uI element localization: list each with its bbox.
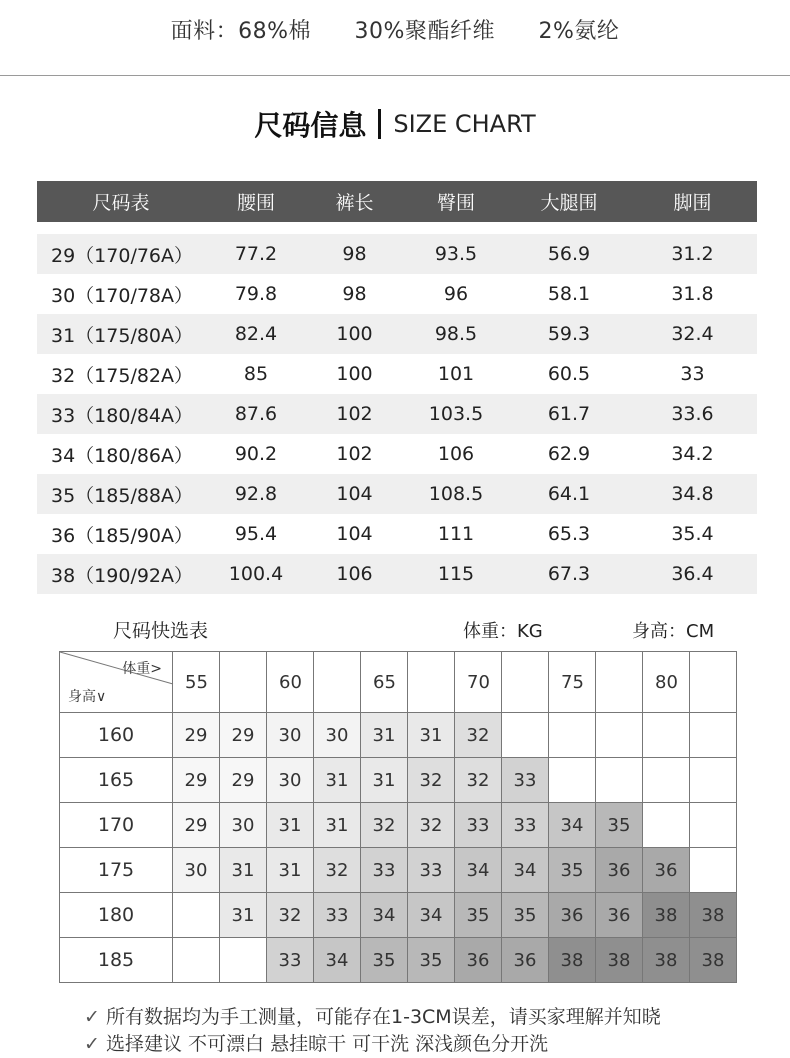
size-cell: 34 <box>314 938 361 983</box>
size-cell: 36 <box>643 848 690 893</box>
size-cell: 30 <box>267 758 314 803</box>
measurement-cell: 64.1 <box>510 474 628 514</box>
size-cell: 33 <box>502 758 549 803</box>
size-cell <box>549 758 596 803</box>
size-cell: 31 <box>361 713 408 758</box>
size-chart-header-cell: 裤长 <box>307 181 402 222</box>
height-cell: 165 <box>60 758 173 803</box>
weight-header-cell: 80 <box>643 652 690 713</box>
measurement-cell: 34.2 <box>671 443 714 465</box>
size-label-cell: 30（170/78A） <box>51 284 194 307</box>
size-cell: 32 <box>455 713 502 758</box>
weight-header-cell <box>408 652 455 713</box>
size-chart-row <box>37 514 757 554</box>
size-cell: 38 <box>643 938 690 983</box>
measurement-cell: 33.6 <box>628 394 757 434</box>
size-cell: 32 <box>408 803 455 848</box>
divider <box>0 75 790 76</box>
size-cell: 34 <box>502 848 549 893</box>
measurement-cell: 106 <box>437 443 475 465</box>
height-row <box>60 848 737 893</box>
size-cell: 36 <box>502 938 549 983</box>
weight-header-cell <box>596 652 643 713</box>
measurement-cell: 65.3 <box>547 523 591 545</box>
size-chart-header-cell: 脚围 <box>628 181 757 222</box>
size-cell: 33 <box>314 893 361 938</box>
size-cell: 30 <box>173 848 220 893</box>
size-cell: 38 <box>596 938 643 983</box>
size-cell: 35 <box>408 938 455 983</box>
size-cell: 33 <box>502 803 549 848</box>
weight-header-cell: 70 <box>455 652 502 713</box>
measurement-cell: 77.2 <box>205 234 307 274</box>
size-cell <box>596 758 643 803</box>
size-cell: 29 <box>220 713 267 758</box>
size-cell: 34 <box>549 803 596 848</box>
size-cell <box>690 803 737 848</box>
measurement-cell: 104 <box>307 474 402 514</box>
measurement-cell: 96 <box>443 283 469 305</box>
size-chart-row <box>37 354 757 394</box>
measurement-cell: 56.9 <box>510 234 628 274</box>
measurement-cell: 61.7 <box>510 394 628 434</box>
size-cell: 36 <box>455 938 502 983</box>
size-cell: 35 <box>549 848 596 893</box>
heading-divider-bar <box>378 109 381 139</box>
measurement-cell: 79.8 <box>234 283 278 305</box>
size-cell: 31 <box>314 758 361 803</box>
size-label-cell: 38（190/92A） <box>37 554 205 594</box>
size-label-cell: 32（175/82A） <box>51 364 194 387</box>
measurement-cell: 108.5 <box>402 474 510 514</box>
measurement-cell: 102 <box>336 443 373 465</box>
size-cell: 31 <box>220 893 267 938</box>
measurement-cell: 60.5 <box>547 363 591 385</box>
size-cell: 31 <box>361 758 408 803</box>
check-icon: ✓ <box>84 1006 100 1028</box>
size-chart-row <box>37 314 757 354</box>
size-chart-row <box>37 554 757 594</box>
size-cell: 36 <box>596 848 643 893</box>
size-cell <box>502 713 549 758</box>
fabric-cotton: 面料：68%棉 <box>170 19 312 44</box>
size-cell: 30 <box>314 713 361 758</box>
weight-header-cell <box>314 652 361 713</box>
size-cell: 31 <box>220 848 267 893</box>
size-cell: 35 <box>596 803 643 848</box>
size-cell: 34 <box>408 893 455 938</box>
size-chart-header <box>37 181 757 222</box>
check-icon: ✓ <box>84 1033 100 1055</box>
measurement-cell: 32.4 <box>628 314 757 354</box>
size-cell: 34 <box>455 848 502 893</box>
size-cell <box>690 713 737 758</box>
measurement-cell: 36.4 <box>628 554 757 594</box>
size-cell: 33 <box>267 938 314 983</box>
fabric-info <box>0 14 790 45</box>
size-cell: 33 <box>408 848 455 893</box>
weight-header-cell <box>690 652 737 713</box>
size-cell <box>549 713 596 758</box>
note-item <box>84 1004 661 1031</box>
size-cell: 36 <box>596 893 643 938</box>
measurement-cell: 33 <box>680 363 705 385</box>
measurement-cell: 67.3 <box>510 554 628 594</box>
height-row <box>60 758 737 803</box>
size-cell: 31 <box>267 803 314 848</box>
weight-header-cell: 75 <box>549 652 596 713</box>
size-cell: 29 <box>173 758 220 803</box>
fabric-spandex: 2%氨纶 <box>538 19 620 44</box>
size-cell: 38 <box>690 938 737 983</box>
measurement-cell: 115 <box>402 554 510 594</box>
height-cell: 175 <box>60 848 173 893</box>
weight-header-cell <box>220 652 267 713</box>
measurement-cell: 98.5 <box>402 314 510 354</box>
measurement-cell: 92.8 <box>205 474 307 514</box>
section-heading <box>0 104 790 144</box>
note-text: 所有数据均为手工测量，可能存在1-3CM误差，请买家理解并知晓 <box>106 1006 661 1028</box>
size-cell: 30 <box>220 803 267 848</box>
height-unit-label: 身高：CM <box>632 621 715 642</box>
size-cell: 32 <box>408 758 455 803</box>
note-item <box>84 1031 661 1058</box>
height-row <box>60 713 737 758</box>
height-row <box>60 893 737 938</box>
size-cell <box>220 938 267 983</box>
size-chart-row <box>37 434 757 474</box>
size-cell: 38 <box>643 893 690 938</box>
measurement-cell: 82.4 <box>205 314 307 354</box>
size-label-cell: 36（185/90A） <box>51 524 194 547</box>
measurement-cell: 87.6 <box>205 394 307 434</box>
heading-cn: 尺码信息 <box>254 109 367 142</box>
weight-unit-label: 体重：KG <box>463 621 543 642</box>
measurement-cell: 98 <box>342 283 367 305</box>
size-cell <box>173 938 220 983</box>
measurement-cell: 104 <box>336 523 373 545</box>
measurement-cell: 98 <box>307 234 402 274</box>
measurement-cell: 90.2 <box>234 443 278 465</box>
measurement-cell: 103.5 <box>402 394 510 434</box>
measurement-cell: 58.1 <box>547 283 591 305</box>
size-cell: 29 <box>220 758 267 803</box>
size-cell: 36 <box>549 893 596 938</box>
size-cell: 35 <box>455 893 502 938</box>
spacer-row <box>37 222 757 234</box>
quick-select-title: 尺码快选表 <box>113 620 209 642</box>
heading-en: SIZE CHART <box>393 110 536 138</box>
measurement-cell: 59.3 <box>510 314 628 354</box>
size-cell <box>596 713 643 758</box>
size-cell: 31 <box>314 803 361 848</box>
size-cell <box>690 848 737 893</box>
size-chart-row <box>37 274 757 314</box>
measurement-cell: 31.2 <box>628 234 757 274</box>
note-text: 选择建议 不可漂白 悬挂晾干 可干洗 深浅颜色分开洗 <box>106 1033 549 1055</box>
size-cell: 29 <box>173 803 220 848</box>
size-cell <box>173 893 220 938</box>
size-cell: 32 <box>455 758 502 803</box>
measurement-cell: 100 <box>336 363 373 385</box>
size-cell: 31 <box>267 848 314 893</box>
size-cell: 32 <box>361 803 408 848</box>
weight-header-cell: 60 <box>267 652 314 713</box>
weight-header-cell <box>502 652 549 713</box>
measurement-cell: 106 <box>307 554 402 594</box>
size-chart-table <box>37 181 757 594</box>
measurement-cell: 35.4 <box>671 523 714 545</box>
measurement-cell: 100 <box>307 314 402 354</box>
measurement-cell: 34.8 <box>628 474 757 514</box>
size-chart-row <box>37 474 757 514</box>
size-cell: 32 <box>267 893 314 938</box>
size-chart-header-cell: 臀围 <box>402 181 510 222</box>
quick-select-table <box>59 651 737 983</box>
corner-height-label: 身高∨ <box>68 689 107 705</box>
size-label-cell: 35（185/88A） <box>37 474 205 514</box>
size-cell: 38 <box>549 938 596 983</box>
weight-header-cell: 65 <box>361 652 408 713</box>
size-cell <box>643 758 690 803</box>
weight-header-row <box>60 652 737 713</box>
corner-weight-label: 体重> <box>122 661 162 677</box>
fabric-polyester: 30%聚酯纤维 <box>354 19 495 44</box>
size-label-cell: 31（175/80A） <box>37 314 205 354</box>
size-cell: 35 <box>502 893 549 938</box>
size-cell: 30 <box>267 713 314 758</box>
size-chart-header-cell: 腰围 <box>205 181 307 222</box>
notes <box>84 1004 661 1058</box>
size-chart-header-cell: 大腿围 <box>510 181 628 222</box>
height-cell: 185 <box>60 938 173 983</box>
size-cell: 33 <box>361 848 408 893</box>
size-cell: 29 <box>173 713 220 758</box>
size-cell <box>643 803 690 848</box>
size-label-cell: 33（180/84A） <box>37 394 205 434</box>
measurement-cell: 31.8 <box>671 283 714 305</box>
measurement-cell: 93.5 <box>402 234 510 274</box>
size-cell: 31 <box>408 713 455 758</box>
measurement-cell: 85 <box>243 363 269 385</box>
size-label-cell: 29（170/76A） <box>37 234 205 274</box>
size-cell <box>643 713 690 758</box>
measurement-cell: 111 <box>437 523 475 545</box>
size-label-cell: 34（180/86A） <box>51 444 194 467</box>
size-cell: 35 <box>361 938 408 983</box>
size-chart-row <box>37 394 757 434</box>
measurement-cell: 102 <box>307 394 402 434</box>
size-chart-row <box>37 234 757 274</box>
weight-header-cell: 55 <box>173 652 220 713</box>
measurement-cell: 95.4 <box>234 523 278 545</box>
corner-cell <box>60 652 173 713</box>
size-cell <box>690 758 737 803</box>
height-cell: 160 <box>60 713 173 758</box>
height-row <box>60 803 737 848</box>
size-cell: 34 <box>361 893 408 938</box>
height-cell: 180 <box>60 893 173 938</box>
size-chart-header-cell: 尺码表 <box>37 181 205 222</box>
size-cell: 38 <box>690 893 737 938</box>
measurement-cell: 100.4 <box>205 554 307 594</box>
size-cell: 33 <box>455 803 502 848</box>
height-cell: 170 <box>60 803 173 848</box>
measurement-cell: 101 <box>437 363 475 385</box>
measurement-cell: 62.9 <box>547 443 591 465</box>
size-cell: 32 <box>314 848 361 893</box>
height-row <box>60 938 737 983</box>
